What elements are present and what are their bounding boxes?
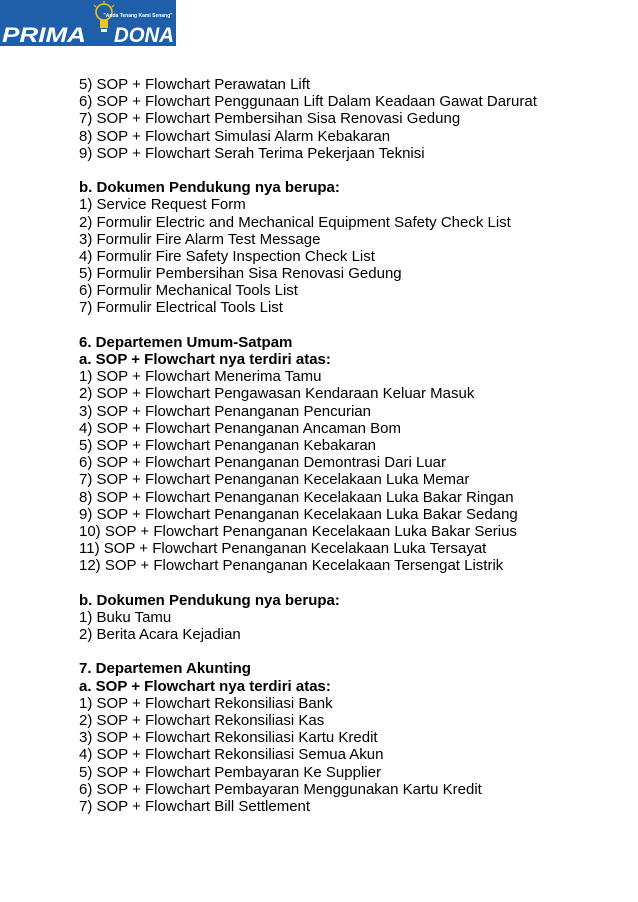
list-item: 1) Buku Tamu bbox=[79, 608, 172, 626]
list-item: 11) SOP + Flowchart Penanganan Kecelakaan Luka Tersayat bbox=[79, 540, 487, 558]
section-heading: b. Dokumen Pendukung nya berupa: bbox=[79, 591, 340, 609]
section-heading: a. SOP + Flowchart nya terdiri atas: bbox=[79, 677, 331, 695]
list-item: 6) SOP + Flowchart Penggunaan Lift Dalam Keadaan Gawat Darurat bbox=[79, 93, 537, 111]
list-item: 8) SOP + Flowchart Penanganan Kecelakaan Luka Bakar Ringan bbox=[79, 488, 514, 506]
section-heading: 6. Departemen Umum-Satpam bbox=[79, 333, 293, 351]
list-item: 3) SOP + Flowchart Rekonsiliasi Kartu Kredit bbox=[79, 729, 378, 747]
list-item: 9) SOP + Flowchart Serah Terima Pekerjaan Teknisi bbox=[79, 144, 425, 162]
blank-line bbox=[79, 574, 619, 591]
logo-tagline: "Anda Tenang Kami Senang" bbox=[103, 13, 173, 19]
list-item: 2) Formulir Electric and Mechanical Equipment Safety Check List bbox=[79, 213, 511, 231]
document-body bbox=[79, 76, 619, 815]
logo-text-left: PRIMA bbox=[2, 24, 86, 46]
list-item: 7) Formulir Electrical Tools List bbox=[79, 299, 283, 317]
section-heading: b. Dokumen Pendukung nya berupa: bbox=[79, 179, 340, 197]
list-item: 7) SOP + Flowchart Penanganan Kecelakaan Luka Memar bbox=[79, 471, 470, 489]
list-item: 7) SOP + Flowchart Pembersihan Sisa Renovasi Gedung bbox=[79, 110, 461, 128]
list-item: 1) Service Request Form bbox=[79, 196, 246, 214]
list-item: 3) SOP + Flowchart Penanganan Pencurian bbox=[79, 402, 371, 420]
list-item: 5) SOP + Flowchart Perawatan Lift bbox=[79, 76, 311, 93]
list-item: 6) SOP + Flowchart Penanganan Demontrasi Dari Luar bbox=[79, 454, 446, 472]
blank-line bbox=[79, 317, 619, 334]
list-item: 7) SOP + Flowchart Bill Settlement bbox=[79, 797, 311, 815]
list-item: 12) SOP + Flowchart Penanganan Kecelakaan Tersengat Listrik bbox=[79, 557, 504, 575]
list-item: 10) SOP + Flowchart Penanganan Kecelakaan Luka Bakar Serius bbox=[79, 522, 517, 540]
list-item: 2) Berita Acara Kejadian bbox=[79, 626, 241, 643]
list-item: 5) SOP + Flowchart Penanganan Kebakaran bbox=[79, 436, 376, 454]
list-item: 4) SOP + Flowchart Rekonsiliasi Semua Akun bbox=[79, 746, 384, 764]
section-heading: a. SOP + Flowchart nya terdiri atas: bbox=[79, 351, 331, 368]
list-item: 8) SOP + Flowchart Simulasi Alarm Kebakaran bbox=[79, 127, 391, 145]
logo-text-right: DONA bbox=[114, 24, 174, 46]
list-item: 5) Formulir Pembersihan Sisa Renovasi Gedung bbox=[79, 265, 402, 283]
brand-logo bbox=[0, 0, 176, 46]
list-item: 3) Formulir Fire Alarm Test Message bbox=[79, 230, 321, 248]
list-item: 4) SOP + Flowchart Penanganan Ancaman Bom bbox=[79, 419, 401, 437]
section-heading: 7. Departemen Akunting bbox=[79, 660, 251, 678]
logo-graphic bbox=[0, 0, 176, 46]
blank-line bbox=[79, 643, 619, 660]
list-item: 5) SOP + Flowchart Pembayaran Ke Supplier bbox=[79, 763, 381, 781]
list-item: 2) SOP + Flowchart Pengawasan Kendaraan Keluar Masuk bbox=[79, 385, 475, 403]
list-item: 6) SOP + Flowchart Pembayaran Menggunakan Kartu Kredit bbox=[79, 780, 482, 798]
list-item: 6) Formulir Mechanical Tools List bbox=[79, 282, 298, 300]
list-item: 2) SOP + Flowchart Rekonsiliasi Kas bbox=[79, 711, 325, 729]
list-item: 1) SOP + Flowchart Menerima Tamu bbox=[79, 368, 322, 386]
blank-line bbox=[79, 162, 619, 179]
list-item: 9) SOP + Flowchart Penanganan Kecelakaan Luka Bakar Sedang bbox=[79, 505, 518, 523]
list-item: 4) Formulir Fire Safety Inspection Check List bbox=[79, 247, 375, 265]
list-item: 1) SOP + Flowchart Rekonsiliasi Bank bbox=[79, 694, 333, 712]
